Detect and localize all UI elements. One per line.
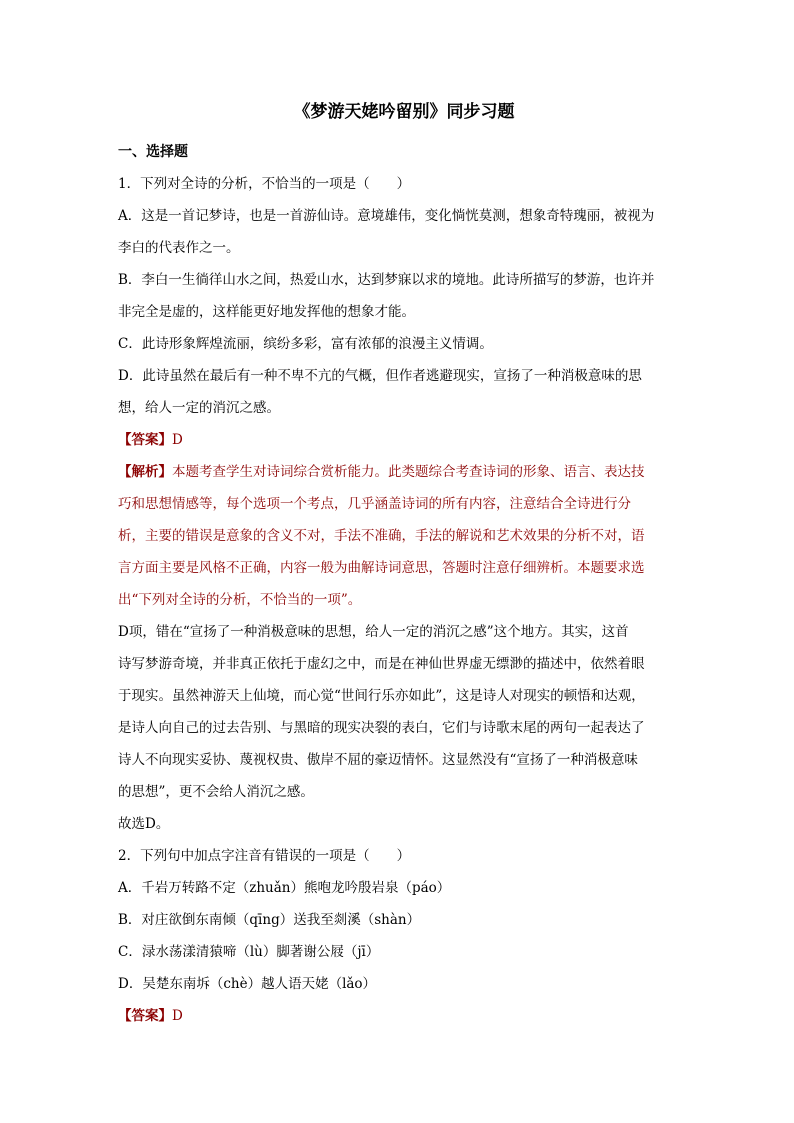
analysis-line-1 (118, 456, 680, 488)
section-heading-choice: 一、选择题 (118, 144, 188, 160)
question-2-option-b: B．对庄欲倒东南倾（qīng）送我至剡溪（shàn） (118, 912, 421, 928)
explanation-line-3: 于现实。虽然神游天上仙境，而心觉“世间行乐亦如此”，这是诗人对现实的顿悟和达观， (118, 688, 645, 704)
question-1-answer (118, 424, 680, 456)
question-1-option-b-line-2: 非完全是虚的，这样能更好地发挥他的想象才能。 (118, 304, 415, 320)
question-1-conclusion: 故选D。 (118, 816, 170, 832)
analysis-text-1: 本题考查学生对诗词综合赏析能力。此类题综合考查诗词的形象、语言、表达技 (172, 464, 645, 480)
question-1-option-d-line-2: 想，给人一定的消沉之感。 (118, 400, 280, 416)
document-content (118, 100, 680, 1032)
question-1-option-c: C．此诗形象辉煌流丽，缤纷多彩，富有浓郁的浪漫主义情调。 (118, 336, 493, 352)
question-2-option-c: C．渌水荡漾清猿啼（lù）脚著谢公屐（jī） (118, 944, 380, 960)
question-2-stem: 2．下列句中加点字注音有错误的一项是（ ） (118, 848, 411, 864)
explanation-line-1: D项，错在“宣扬了一种消极意味的思想，给人一定的消沉之感”这个地方。其实，这首 (118, 624, 629, 640)
analysis-line-5: 出“下列对全诗的分析，不恰当的一项”。 (118, 592, 362, 608)
analysis-line-4: 言方面主要是风格不正确，内容一般为曲解诗词意思，答题时注意仔细辨析。本题要求选 (118, 560, 645, 576)
analysis-line-3: 析，主要的错误是意象的含义不对，手法不准确，手法的解说和艺术效果的分析不对，语 (118, 528, 645, 544)
question-2-answer (118, 1000, 680, 1032)
question-1-option-d-line-1: D．此诗虽然在最后有一种不卑不亢的气概，但作者逃避现实，宣扬了一种消极意味的思 (118, 368, 642, 384)
question-2-option-d: D．吴楚东南坼（chè）越人语天姥（lǎo） (118, 976, 377, 992)
explanation-line-4: 是诗人向自己的过去告别、与黑暗的现实决裂的表白，它们与诗歌末尾的两句一起表达了 (118, 720, 645, 736)
question-2-option-a: A．千岩万转路不定（zhuǎn）熊咆龙吟殷岩泉（páo） (118, 880, 451, 896)
question-1-option-a-line-1: A．这是一首记梦诗，也是一首游仙诗。意境雄伟，变化惝恍莫测，想象奇特瑰丽，被视为 (118, 208, 655, 224)
answer-value: D (172, 432, 183, 448)
answer-value: D (172, 1008, 183, 1024)
explanation-line-5: 诗人不向现实妥协、蔑视权贵、傲岸不屈的豪迈情怀。这显然没有“宣扬了一种消极意味 (118, 752, 638, 768)
analysis-label: 【解析】 (118, 464, 172, 480)
question-1-option-a-line-2: 李白的代表作之一。 (118, 240, 240, 256)
question-1-option-b-line-1: B．李白一生徜徉山水之间，热爱山水，达到梦寐以求的境地。此诗所描写的梦游，也许并 (118, 272, 655, 288)
analysis-line-2: 巧和思想情感等，每个选项一个考点，几乎涵盖诗词的所有内容，注意结合全诗进行分 (118, 496, 631, 512)
answer-label: 【答案】 (118, 1008, 172, 1024)
explanation-line-2: 诗写梦游奇境，并非真正依托于虚幻之中，而是在神仙世界虚无缥渺的描述中，依然着眼 (118, 656, 645, 672)
explanation-line-6: 的思想”，更不会给人消沉之感。 (118, 784, 314, 800)
answer-label: 【答案】 (118, 432, 172, 448)
question-1-stem: 1．下列对全诗的分析，不恰当的一项是（ ） (118, 176, 411, 192)
document-title: 《梦游天姥吟留别》同步习题 (293, 102, 515, 122)
